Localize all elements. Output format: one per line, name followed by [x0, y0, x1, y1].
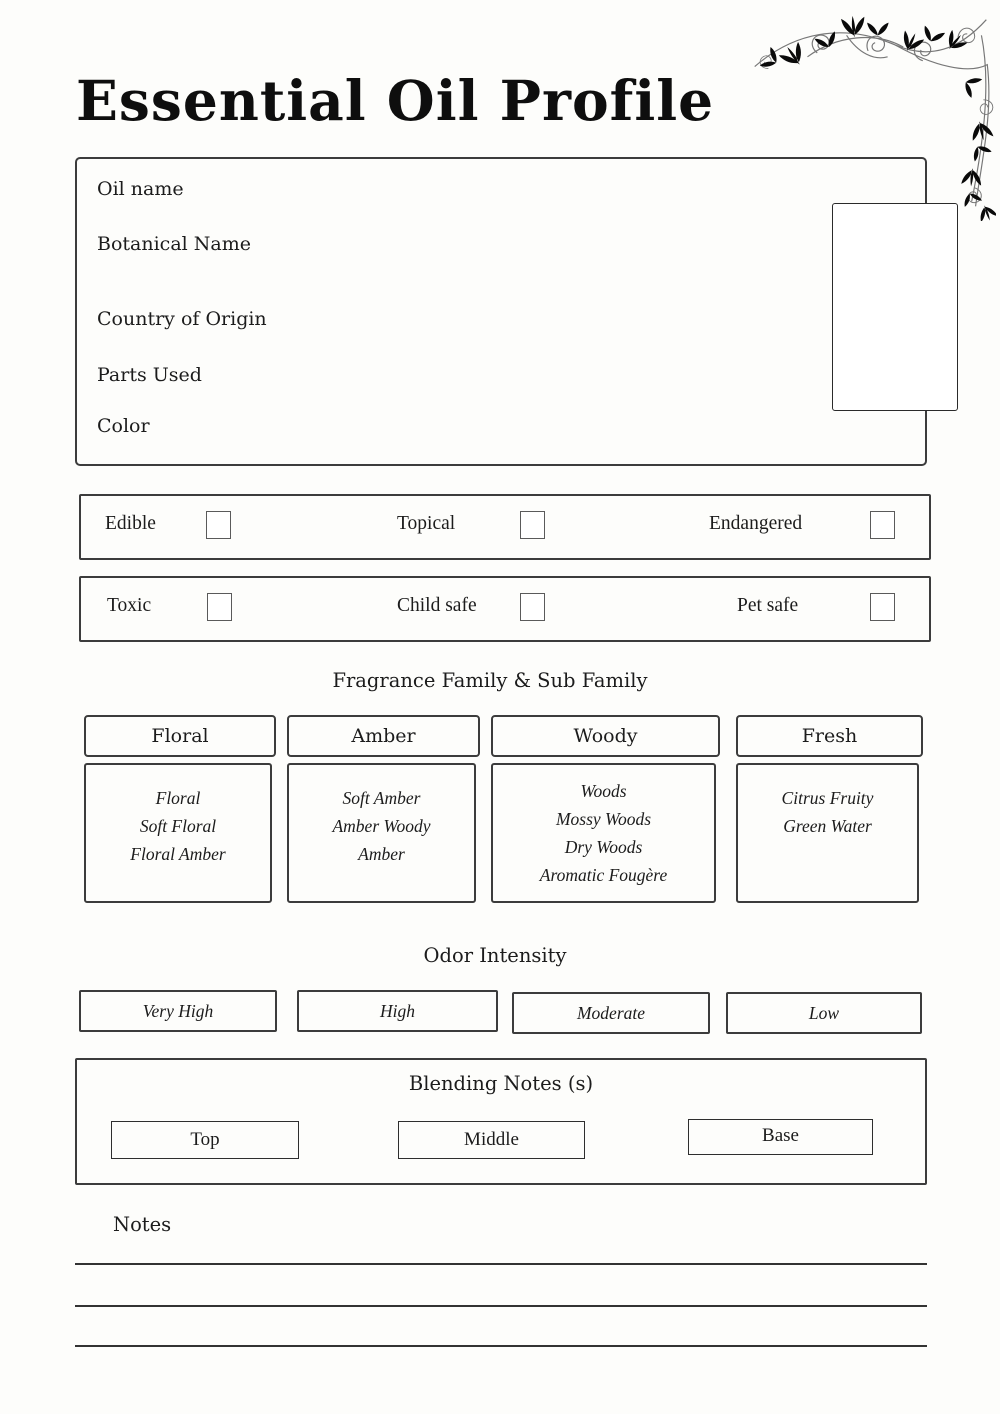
subfamily-item: Amber Woody [332, 816, 431, 836]
odor-low-button[interactable]: Low [726, 992, 922, 1034]
family-floral-button[interactable]: Floral [84, 715, 276, 757]
toxic-checkbox[interactable] [207, 593, 232, 621]
odor-high-button[interactable]: High [297, 990, 498, 1032]
topical-checkbox[interactable] [520, 511, 545, 539]
subfamily-item: Amber [358, 844, 405, 864]
pet-safe-checkbox[interactable] [870, 593, 895, 621]
child-safe-checkbox[interactable] [520, 593, 545, 621]
blend-top-button[interactable]: Top [111, 1121, 299, 1159]
amber-subfamily-list [287, 763, 476, 903]
endangered-checkbox[interactable] [870, 511, 895, 539]
blending-notes-heading: Blending Notes (s) [408, 1072, 594, 1095]
subfamily-item: Citrus Fruity [781, 788, 874, 808]
odor-very-high-button[interactable]: Very High [79, 990, 277, 1032]
parts-used-label: Parts Used [97, 364, 202, 386]
fresh-subfamily-list [736, 763, 919, 903]
edible-label: Edible [105, 513, 156, 534]
odor-intensity-heading: Odor Intensity [423, 944, 567, 967]
family-amber-button[interactable]: Amber [287, 715, 480, 757]
subfamily-item: Aromatic Fougère [539, 865, 668, 885]
notes-line[interactable] [75, 1345, 927, 1347]
endangered-label: Endangered [709, 513, 803, 534]
safety-row-2 [79, 576, 931, 642]
child-safe-label: Child safe [397, 595, 477, 616]
subfamily-item: Green Water [783, 816, 872, 836]
topical-label: Topical [397, 513, 456, 534]
woody-subfamily-list [491, 763, 716, 903]
subfamily-item: Soft Floral [139, 816, 217, 836]
floral-vine-ornament [746, 6, 996, 221]
color-label: Color [97, 415, 150, 437]
pet-safe-label: Pet safe [737, 595, 799, 616]
subfamily-item: Floral [155, 788, 201, 808]
botanical-name-label: Botanical Name [97, 233, 251, 255]
notes-line[interactable] [75, 1263, 927, 1265]
country-of-origin-label: Country of Origin [97, 308, 267, 330]
fragrance-family-heading: Fragrance Family & Sub Family [332, 669, 648, 692]
subfamily-item: Soft Amber [342, 788, 421, 808]
subfamily-item: Woods [580, 781, 627, 801]
odor-moderate-button[interactable]: Moderate [512, 992, 710, 1034]
oil-name-label: Oil name [97, 178, 184, 200]
notes-label: Notes [113, 1213, 172, 1236]
subfamily-item: Dry Woods [564, 837, 643, 857]
blending-notes-box [75, 1058, 927, 1185]
notes-line[interactable] [75, 1305, 927, 1307]
blend-middle-button[interactable]: Middle [398, 1121, 585, 1159]
photo-placeholder[interactable] [832, 203, 958, 411]
edible-checkbox[interactable] [206, 511, 231, 539]
blend-base-button[interactable]: Base [688, 1119, 873, 1155]
subfamily-item: Mossy Woods [555, 809, 652, 829]
toxic-label: Toxic [107, 595, 152, 616]
subfamily-item: Floral Amber [130, 844, 226, 864]
family-woody-button[interactable]: Woody [491, 715, 720, 757]
safety-row-1 [79, 494, 931, 560]
family-fresh-button[interactable]: Fresh [736, 715, 923, 757]
page-title: Essential Oil Profile [76, 68, 715, 133]
floral-subfamily-list [84, 763, 272, 903]
